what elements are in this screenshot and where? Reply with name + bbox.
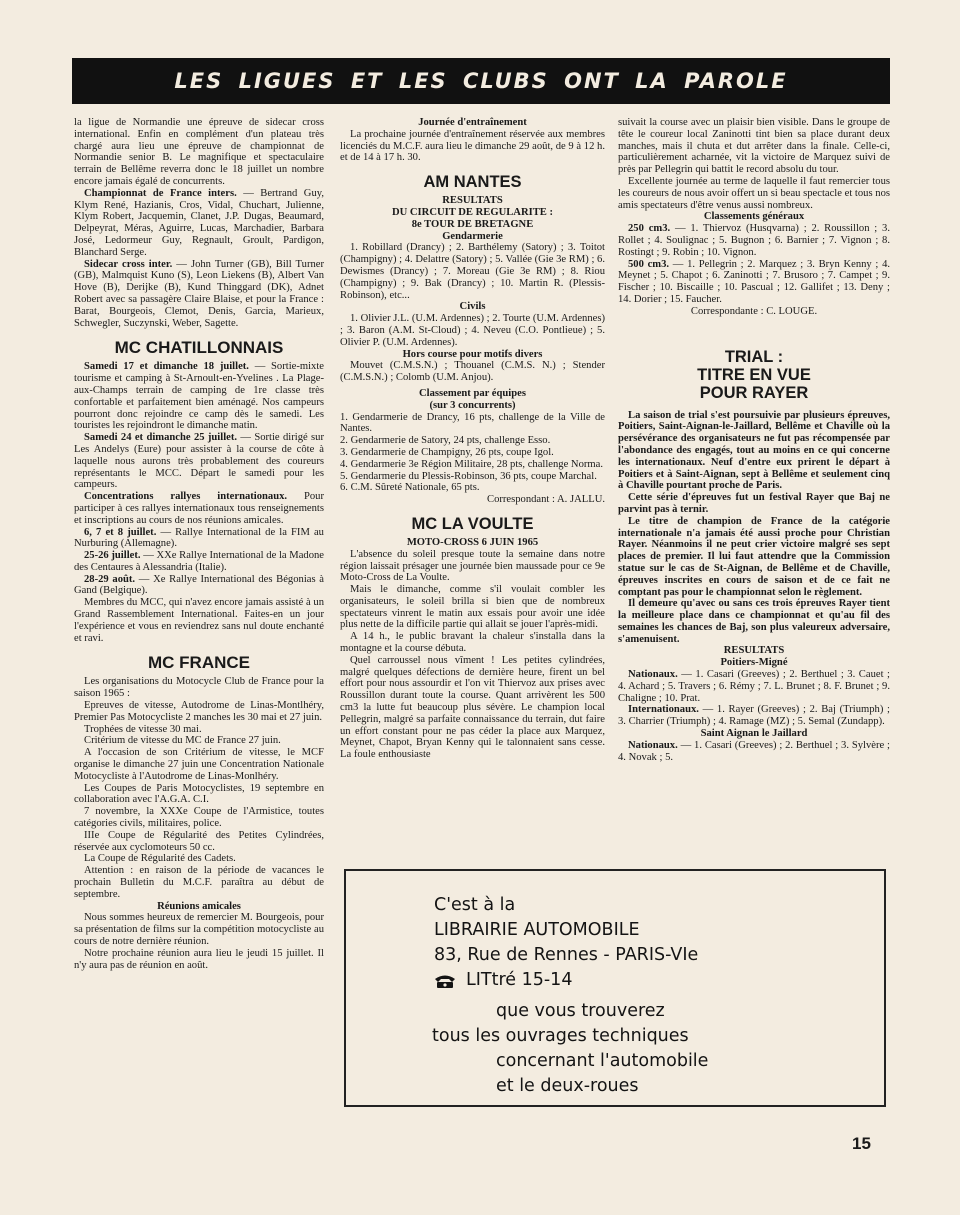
- section-heading: MC LA VOULTE: [411, 514, 534, 533]
- subheading: RESULTATS: [442, 195, 503, 207]
- ad-line: 83, Rue de Rennes - PARIS-VIe: [434, 945, 699, 965]
- paragraph: Notre prochaine réunion aura lieu le jeudi 15 juillet. Il n'y aura pas de réunion en août.: [74, 947, 324, 971]
- paragraph: 7 novembre, la XXXe Coupe de l'Armistice, toutes catégories civils, militaires, police.: [74, 806, 324, 830]
- paragraph: Samedi 24 et dimanche 25 juillet. — Sortie dirigé sur Les Andelys (Eure) pour assister à la course de côte à laquelle nous aurons très probablement des coureurs représentants le MCC. Départ le samedi pour les campeurs.: [74, 432, 324, 491]
- paragraph: suivait la course avec un plaisir bien visible. Dans le groupe de tête le coureur local Zaninotti tint bien sa place durant deux manches, mais il chuta et dut arrêter dans la finale. Celle-ci, particulièrement acharnée, vit la victoire de Marquez suivi de près par Pellegrin qui battit le record absolu du tour.: [618, 117, 890, 176]
- paragraph: Mouvet (C.M.S.N.) ; Thouanel (C.M.S. N.) ; Stender (C.M.S.N.) ; Colomb (U.M. Anjou).: [340, 360, 605, 384]
- paragraph: Les organisations du Motocycle Club de France pour la saison 1965 :: [74, 676, 324, 700]
- section-heading: MC CHATILLONNAIS: [114, 338, 284, 358]
- paragraph: Quel carroussel nous vîment ! Les petites cylindrées, malgré quelques défections de dernière heure, firent un bel effort pour nous assourdir et l'on vit Thiervoz aux prises avec Roussillon durant toute la course. Quant arrivèrent les 500 cm3 la lutte fut beaucoup plus sévère. Le champion local Pellegrin, malgré sa parfaite connaissance du terrain, dut faire un effort constant pour ne pas céder la place aux Marquez, Meynet, Chapot, Bryan Kenny qui le talonnaient sans cesse. La foule enthousiaste: [340, 654, 605, 761]
- paragraph: Cette série d'épreuves fut un festival Rayer que Baj ne parvint pas à ternir.: [618, 492, 890, 515]
- paragraph: Internationaux. — 1. Rayer (Greeves) ; 2. Baj (Triumph) ; 3. Charrier (Triumph) ; 4. Ramage (MZ) ; 5. Semal (Zundapp).: [618, 704, 890, 728]
- list-item: 3. Gendarmerie de Champigny, 26 pts, coupe Igol.: [340, 446, 554, 458]
- page-number: 15: [852, 1134, 871, 1153]
- subheading: Civils: [459, 301, 486, 313]
- ad-line: que vous trouverez: [496, 1001, 665, 1021]
- paragraph: Critérium de vitesse du MC de France 27 juin.: [84, 735, 281, 747]
- correspondent: Correspondante : C. LOUGE.: [690, 305, 818, 317]
- ad-line: C'est à la: [434, 895, 516, 915]
- column-3: [618, 117, 890, 763]
- subheading: (sur 3 concurrents): [429, 399, 516, 411]
- subheading: MOTO-CROSS 6 JUIN 1965: [406, 536, 539, 548]
- bookshop-advertisement: [344, 869, 886, 1107]
- paragraph: Membres du MCC, qui n'avez encore jamais assisté à un Grand Rassemblement International. Faites-en un jour l'expérience et vous en reviendrez sans nul doute enchanté et ravi.: [74, 597, 324, 644]
- correspondent: Correspondant : A. JALLU.: [487, 494, 605, 506]
- ad-line: concernant l'automobile: [496, 1051, 709, 1071]
- list-item: 4. Gendarmerie 3e Région Militaire, 28 pts, challenge Norma.: [340, 458, 603, 470]
- subheading: Classement par équipes: [419, 387, 526, 399]
- paragraph: 500 cm3. — 1. Pellegrin ; 2. Marquez ; 3. Bryn Kenny ; 4. Meynet ; 5. Chapot ; 6. Zaninotti ; 7. Brusoro ; 7. Campet ; 9. Fischer ; 10. Biscaille ; 10. Pascual ; 12. Gallifet ; 13. Deny ; 14. Dorier ; 15. Faucher.: [618, 258, 891, 305]
- section-heading: TITRE EN VUE: [697, 365, 811, 384]
- paragraph: Epreuves de vitesse, Autodrome de Linas-Montlhéry, Premier Pas Motocycliste 2 manches les 30 mai et 27 juin.: [74, 700, 324, 723]
- list-item: 2. Gendarmerie de Satory, 24 pts, challenge Esso.: [340, 435, 551, 447]
- ad-line: et le deux-roues: [496, 1076, 639, 1096]
- section-banner: LES LIGUES ET LES CLUBS ONT LA PAROLE: [72, 58, 890, 104]
- paragraph: Le titre de champion de France de la catégorie internationale n'a jamais été aussi proche pour Christian Rayer. Néanmoins il ne peut crier victoire malgré ses sept places de premier. Il lui faut attendre que la Commission statue sur le cas de St-Aignan, de Bellême et de Chaville, épreuves inscrites en cours de saison et de ce fait ne comptant pas pour le championnat selon le règlement.: [618, 515, 890, 598]
- list-item: 6. C.M. Sûreté Nationale, 65 pts.: [340, 482, 480, 494]
- section-heading: MC FRANCE: [148, 653, 250, 673]
- paragraph: la ligue de Normandie une épreuve de sidecar cross international. Enfin en complément d'un plateau très chargé aura lieu une épreuve de championnat de Normandie senior B. Le magnifique et spectaculaire terrain de Bellême reverra donc le 18 juillet un nombre encore jamais égalé de concurrents.: [74, 117, 324, 187]
- list-item: 5. Gendarmerie du Plessis-Robinson, 36 pts, coupe Marchal.: [340, 470, 597, 482]
- paragraph: Excellente journée au terme de laquelle il faut remercier tous les coureurs de nous avoir offert un si beau spectacle et tous nos amis spectateurs d'être venus aussi nombreux.: [618, 175, 890, 211]
- paragraph: La Coupe de Régularité des Cadets.: [84, 853, 236, 865]
- trial-headline: [618, 348, 890, 402]
- subheading: 8e TOUR DE BRETAGNE: [411, 218, 534, 230]
- paragraph: 1. Olivier J.L. (U.M. Ardennes) ; 2. Tourte (U.M. Ardennes) ; 3. Baron (A.M. St-Cloud) ; 4. Neveu (C.O. Pontlieue) ; 5. Olivier P. (U.M. Ardennes).: [340, 313, 605, 348]
- paragraph: Championnat de France inters. — Bertrand Guy, Klym René, Hazianis, Cros, Vidal, Chuchart, Julienne, Klym Robert, Jacquemin, Clanet, J.P. Dugas, Beaumard, Delpeyrat, Méras, Aguirre, Lucas, Marchadier, Barbara José, Ledormeur Guy, Regnault, Groult, Pardigon, Blanchard Serge.: [74, 187, 324, 258]
- paragraph: Attention : en raison de la période de vacances le prochain Bulletin du M.C.F. paraîtra au début de septembre.: [74, 865, 324, 900]
- paragraph: Samedi 17 et dimanche 18 juillet. — Sortie-mixte tourisme et camping à St-Arnoult-en-Yvelines . La Plage-aux-Champs terrain de camping de 1re classe très confortable et parfaitement bien aménagé. Nos campeurs pourront donc rejoindre ce camp dès le samedi. Les touristes les rejoindront le dimanche matin.: [74, 361, 324, 432]
- column-1: [74, 117, 324, 971]
- paragraph: L'absence du soleil presque toute la semaine dans notre région laissait présager une journée bien maussade pour ce 9e Moto-Cross de La Voulte.: [340, 548, 605, 584]
- paragraph: Les Coupes de Paris Motocyclistes, 19 septembre en collaboration avec l'A.G.A. C.I.: [74, 782, 324, 806]
- section-heading: AM NANTES: [423, 173, 522, 192]
- paragraph: 28-29 août. — Xe Rallye International des Bégonias à Gand (Belgique).: [74, 573, 325, 597]
- section-heading: POUR RAYER: [699, 383, 809, 402]
- section-heading: TRIAL :: [724, 347, 784, 366]
- subheading: Classements généraux: [703, 211, 805, 223]
- paragraph: La prochaine journée d'entraînement réservée aux membres licenciés du M.C.F. aura lieu le dimanche 29 août, de 9 à 12 h. et de 14 à 17 h. 30.: [340, 128, 605, 164]
- subheading: Réunions amicales: [157, 900, 241, 912]
- paragraph: Nationaux. — 1. Casari (Greeves) ; 2. Berthuel ; 3. Sylvère ; 4. Novak ; 5.: [618, 739, 890, 763]
- subheading: Gendarmerie: [442, 230, 503, 242]
- paragraph: Trophées de vitesse 30 mai.: [84, 723, 202, 735]
- paragraph: Il demeure qu'avec ou sans ces trois épreuves Rayer tient la meilleure place dans ce championnat et qu'au fil des semaines les chances de Baj, son plus valeureux adversaire, s'amenuisent.: [618, 598, 890, 645]
- paragraph: 250 cm3. — 1. Thiervoz (Husqvarna) ; 2. Roussillon ; 3. Rollet ; 4. Soulignac ; 5. Bugnon ; 6. Barnier ; 7. Vignon ; 8. Rostingt ; 9. Robin ; 10. Vignon.: [618, 223, 890, 258]
- paragraph: A l'occasion de son Critérium de vitesse, le MCF organise le dimanche 27 juin une Concentration Nationale Motocycliste à l'Autodrome de Linas-Monlhéry.: [74, 747, 324, 782]
- subheading: DU CIRCUIT DE REGULARITE :: [391, 206, 554, 218]
- subheading: Saint Aignan le Jaillard: [700, 728, 808, 740]
- subheading: Journée d'entraînement: [418, 117, 527, 128]
- telephone-icon: [434, 973, 456, 989]
- ad-phone-line: [434, 968, 572, 993]
- paragraph: 1. Robillard (Drancy) ; 2. Barthélemy (Satory) ; 3. Toitot (Champigny) ; 4. Delattre (Satory) ; 5. Vallée (Gie 3e RM) ; 6. Dewismes (Drancy) ; 7. Moreau (Gie 3e RM) ; 8. Riou (Champigny) ; 9. Bak (Drancy) ; 10. Martin R. (Plessis-Robinson), etc...: [340, 242, 605, 301]
- paragraph: 25-26 juillet. — XXe Rallye International de la Madone des Centaures à Alessandria (Italie).: [74, 550, 324, 573]
- paragraph: La saison de trial s'est poursuivie par plusieurs épreuves, Poitiers, Saint-Aignan-le-Jaillard, Bellême et Chaville où la persévérance des organisateurs ne fut pas récompensée par l'abondance des engagés, tout au moins en ce qui concerne les internationaux. Neuf d'entre eux prirent le départ à Poitiers et à Saint-Aignan, sept à Bellême et seulement cinq à Chaville pourtant proche de Paris.: [618, 409, 890, 492]
- ad-line: tous les ouvrages techniques: [432, 1026, 689, 1046]
- paragraph: 6, 7 et 8 juillet. — Rallye International de la FIM au Nurburing (Allemagne).: [74, 526, 324, 550]
- subheading: Poitiers-Migné: [720, 657, 788, 669]
- paragraph: IIIe Coupe de Régularité des Petites Cylindrées, réservée aux cyclomoteurs 50 cc.: [74, 829, 324, 853]
- list-item: 1. Gendarmerie de Drancy, 16 pts, challenge de la Ville de Nantes.: [340, 411, 605, 435]
- paragraph: Concentrations rallyes internationaux. Pour participer à ces rallyes internationaux tous renseignements et inscriptions au cours de nos réunions amicales.: [74, 491, 325, 526]
- paragraph: Nous sommes heureux de remercier M. Bourgeois, pour sa présentation de films sur la compétition motocycliste au cours de notre dernière réunion.: [74, 912, 324, 947]
- subheading: Hors course pour motifs divers: [402, 348, 543, 360]
- paragraph: Mais le dimanche, comme s'il voulait combler les organisateurs, le soleil brilla si bien que de nombreux spectateurs vinrent le matin aux essais pour avoir une idée plus nette de la difficile partie qui allait se jouer l'après-midi.: [340, 584, 605, 631]
- paragraph: A 14 h., le public bravant la chaleur s'installa dans la montagne et la course débuta.: [340, 631, 605, 655]
- ad-phone-number: LITtré 15-14: [466, 970, 573, 990]
- subheading: RESULTATS: [723, 645, 785, 657]
- ad-line: LIBRAIRIE AUTOMOBILE: [434, 920, 640, 940]
- paragraph: Sidecar cross inter. — John Turner (GB), Bill Turner (GB), Malmquist Kuno (S), Leon Liekens (B), Albert Van Hove (B), Derijke (B), Kund Thinggard (DK), Adnet Robert avec sa passagère Claire Blaise, et pour la France : Barat, Bourgeois, Clemot, Denis, Garcia, Marieux, Schwegler, Suczynski, Weber, Sagette.: [74, 258, 324, 329]
- column-2: [340, 117, 605, 761]
- paragraph: Nationaux. — 1. Casari (Greeves) ; 2. Berthuel ; 3. Cauet ; 4. Achard ; 5. Travers ; 6. Rémy ; 7. L. Brunet ; 8. F. Brunet ; 9. Chaligne ; 10. Prat.: [618, 669, 890, 704]
